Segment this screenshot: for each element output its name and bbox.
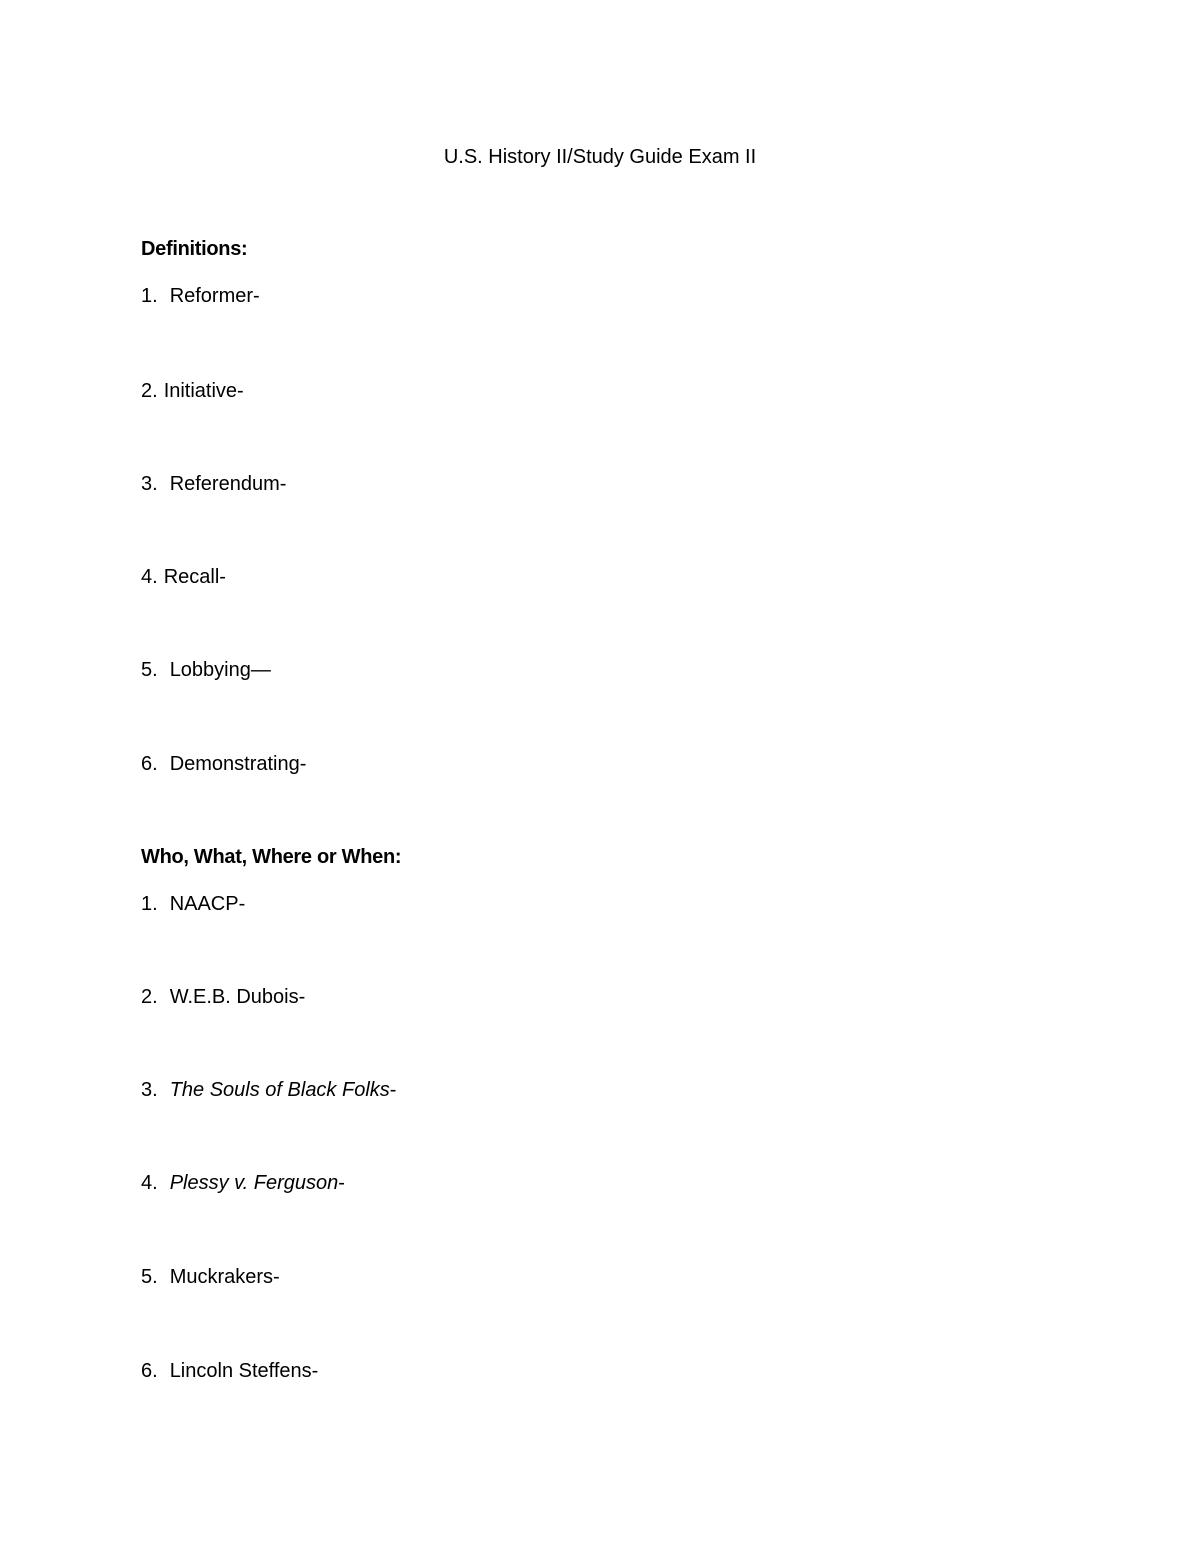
identification-item: 4. Plessy v. Ferguson- — [141, 1172, 345, 1194]
identification-item: 5. Muckrakers- — [141, 1266, 280, 1288]
section-heading-definitions: Definitions: — [141, 238, 248, 260]
identification-item: 2. W.E.B. Dubois- — [141, 986, 306, 1008]
definition-item: 5. Lobbying— — [141, 659, 271, 681]
definition-item: 4. Recall- — [141, 566, 226, 588]
identification-item: 6. Lincoln Steffens- — [141, 1360, 319, 1382]
identification-item: 3. The Souls of Black Folks- — [141, 1079, 397, 1101]
definition-item: 2. Initiative- — [141, 380, 244, 402]
identification-item: 1. NAACP- — [141, 893, 246, 915]
document-title: U.S. History II/Study Guide Exam II — [443, 146, 757, 168]
section-heading-who-what-where-when: Who, What, Where or When: — [141, 846, 402, 868]
definition-item: 1. Reformer- — [141, 285, 260, 307]
definition-item: 6. Demonstrating- — [141, 753, 307, 775]
definition-item: 3. Referendum- — [141, 473, 287, 495]
